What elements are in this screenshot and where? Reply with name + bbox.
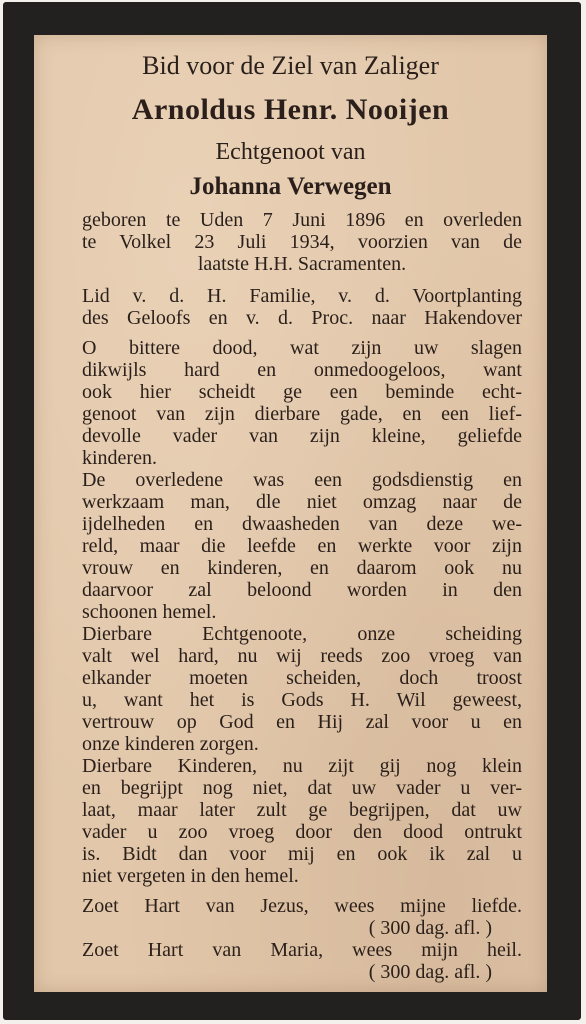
paragraph-bitter-death <box>82 337 522 469</box>
text-line: des Geloofs en v. d. Proc. naar Hakendover <box>82 307 522 329</box>
text-line: devolle vader van zijn kleine, geliefde <box>82 425 522 447</box>
text-line: en begrijpt nog niet, dat uw vader u ver- <box>82 777 522 799</box>
paragraph-deceased <box>82 469 522 623</box>
text-line: De overledene was een godsdienstig en <box>82 469 522 491</box>
text-line: ook hier scheidt ge een beminde echt- <box>82 381 522 403</box>
text-line: onze kinderen zorgen. <box>82 733 259 755</box>
text-line: daarvoor zal beloond worden in den <box>82 579 522 601</box>
text-line: O bittere dood, wat zijn uw slagen <box>82 337 522 359</box>
prayer-jesus: Zoet Hart van Jezus, wees mijne liefde. <box>82 895 522 917</box>
text-line: schoonen hemel. <box>82 601 217 623</box>
text-line: te Volkel 23 Juli 1934, voorzien van de <box>82 231 522 253</box>
text-line: is. Bidt dan voor mij en ook ik zal u <box>82 843 522 865</box>
indulgence-jesus: ( 300 dag. afl. ) <box>368 917 492 939</box>
text-line: vader u zoo vroeg door den dood ontrukt <box>82 821 522 843</box>
paragraph-children <box>82 755 522 887</box>
relation-label: Echtgenoot van <box>215 139 366 165</box>
prayer-maria: Zoet Hart van Maria, wees mijn heil. <box>82 939 522 961</box>
indulgence-maria: ( 300 dag. afl. ) <box>368 961 492 983</box>
text-line: werkzaam man, dle niet omzag naar de <box>82 491 522 513</box>
text-line: Dierbare Echtgenoote, onze scheiding <box>82 623 522 645</box>
text-line: u, want het is Gods H. Wil geweest, <box>82 689 522 711</box>
memorial-card <box>3 2 581 1020</box>
card-heading: Bid voor de Ziel van Zaliger <box>142 51 439 80</box>
text-line: niet vergeten in den hemel. <box>82 865 299 887</box>
text-line: kinderen. <box>82 447 157 469</box>
text-line: elkander moeten scheiden, doch troost <box>82 667 522 689</box>
deceased-name: Arnoldus Henr. Nooijen <box>131 93 450 126</box>
text-line: Dierbare Kinderen, nu zijt gij nog klein <box>82 755 522 777</box>
birth-death-text <box>82 209 522 275</box>
text-line: laatste H.H. Sacramenten. <box>197 253 407 275</box>
text-line: ijdelheden en dwaasheden van deze we- <box>82 513 522 535</box>
spouse-name: Johanna Verwegen <box>189 173 392 200</box>
text-line: genoot van zijn dierbare gade, en een lief- <box>82 403 522 425</box>
text-line: Lid v. d. H. Familie, v. d. Voortplanting <box>82 285 522 307</box>
text-line: valt wel hard, nu wij reeds zoo vroeg van <box>82 645 522 667</box>
card-paper <box>34 35 547 992</box>
membership-text <box>82 285 522 329</box>
paragraph-spouse <box>82 623 522 755</box>
text-line: geboren te Uden 7 Juni 1896 en overleden <box>82 209 522 231</box>
text-line: vertrouw op God en Hij zal voor u en <box>82 711 522 733</box>
text-line: reld, maar die leefde en werkte voor zijn <box>82 535 522 557</box>
prayers <box>82 895 522 983</box>
text-line: dikwijls hard en onmedoogeloos, want <box>82 359 522 381</box>
text-line: vrouw en kinderen, en daarom ook nu <box>82 557 522 579</box>
text-line: laat, maar later zult ge begrijpen, dat uw <box>82 799 522 821</box>
